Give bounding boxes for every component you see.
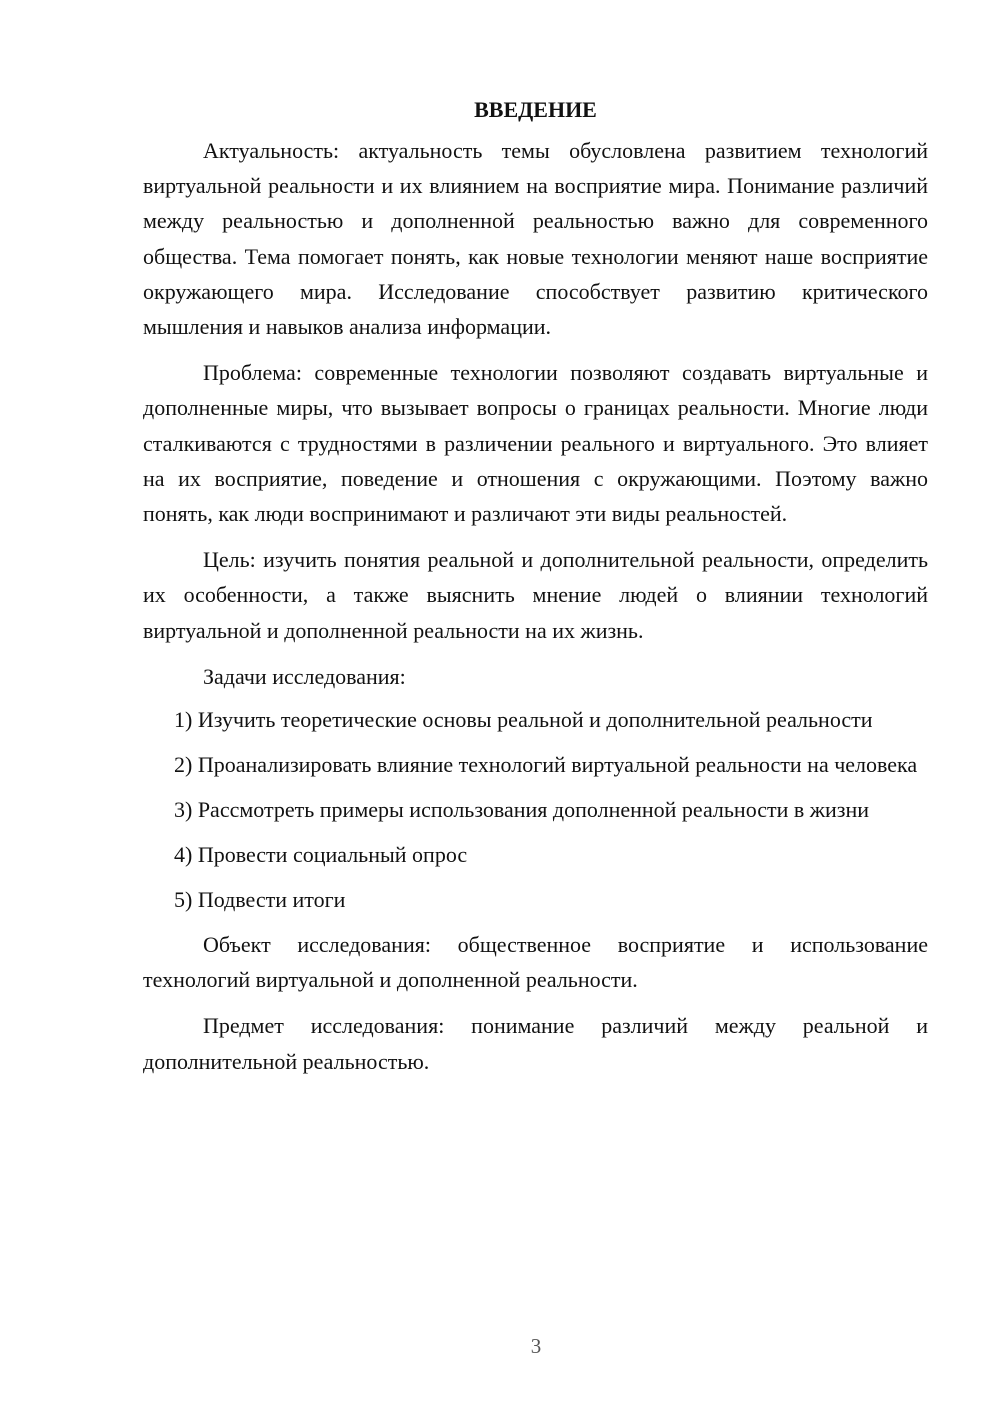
page-content (143, 92, 928, 1090)
list-item: 1) Изучить теоретические основы реальной и дополнительной реальности (174, 707, 873, 733)
list-item: 3) Рассмотреть примеры использования дополненной реальности в жизни (174, 797, 870, 823)
list-item: 2) Проанализировать влияние технологий виртуальной реальности на человека (174, 752, 918, 778)
tasks-list (143, 702, 928, 917)
list-item: 5) Подвести итоги (174, 887, 346, 913)
tasks-heading: Задачи исследования: (203, 663, 406, 689)
problem-paragraph: Проблема: современные технологии позволяют создавать виртуальные и дополненные миры, что вызывает вопросы о границах реальности. Многие люди сталкиваются с трудностями в различении реального и виртуального. Это влияет на их восприятие, поведение и отношения с окружающими. Поэтому важно понять, как люди воспринимают и различают эти виды реальностей. (143, 360, 928, 527)
goal-paragraph: Цель: изучить понятия реальной и дополнительной реальности, определить их особенности, а также выяснить мнение людей о влиянии технологий виртуальной и дополненной реальности на их жизнь. (143, 547, 928, 643)
page-number: 3 (530, 1334, 542, 1358)
object-paragraph: Объект исследования: общественное восприятие и использование технологий виртуальной и дополненной реальности. (143, 932, 928, 993)
list-item: 4) Провести социальный опрос (174, 842, 468, 868)
relevance-paragraph: Актуальность: актуальность темы обусловлена развитием технологий виртуальной реальности и их влиянием на восприятие мира. Понимание различий между реальностью и дополненной реальностью важно для современного общества. Тема помогает понять, как новые технологии меняют наше восприятие окружающего мира. Исследование способствует развитию критического мышления и навыков анализа информации. (143, 138, 928, 340)
page-title: ВВЕДЕНИЕ (474, 97, 597, 122)
subject-paragraph: Предмет исследования: понимание различий между реальной и дополнительной реальностью. (143, 1013, 928, 1074)
